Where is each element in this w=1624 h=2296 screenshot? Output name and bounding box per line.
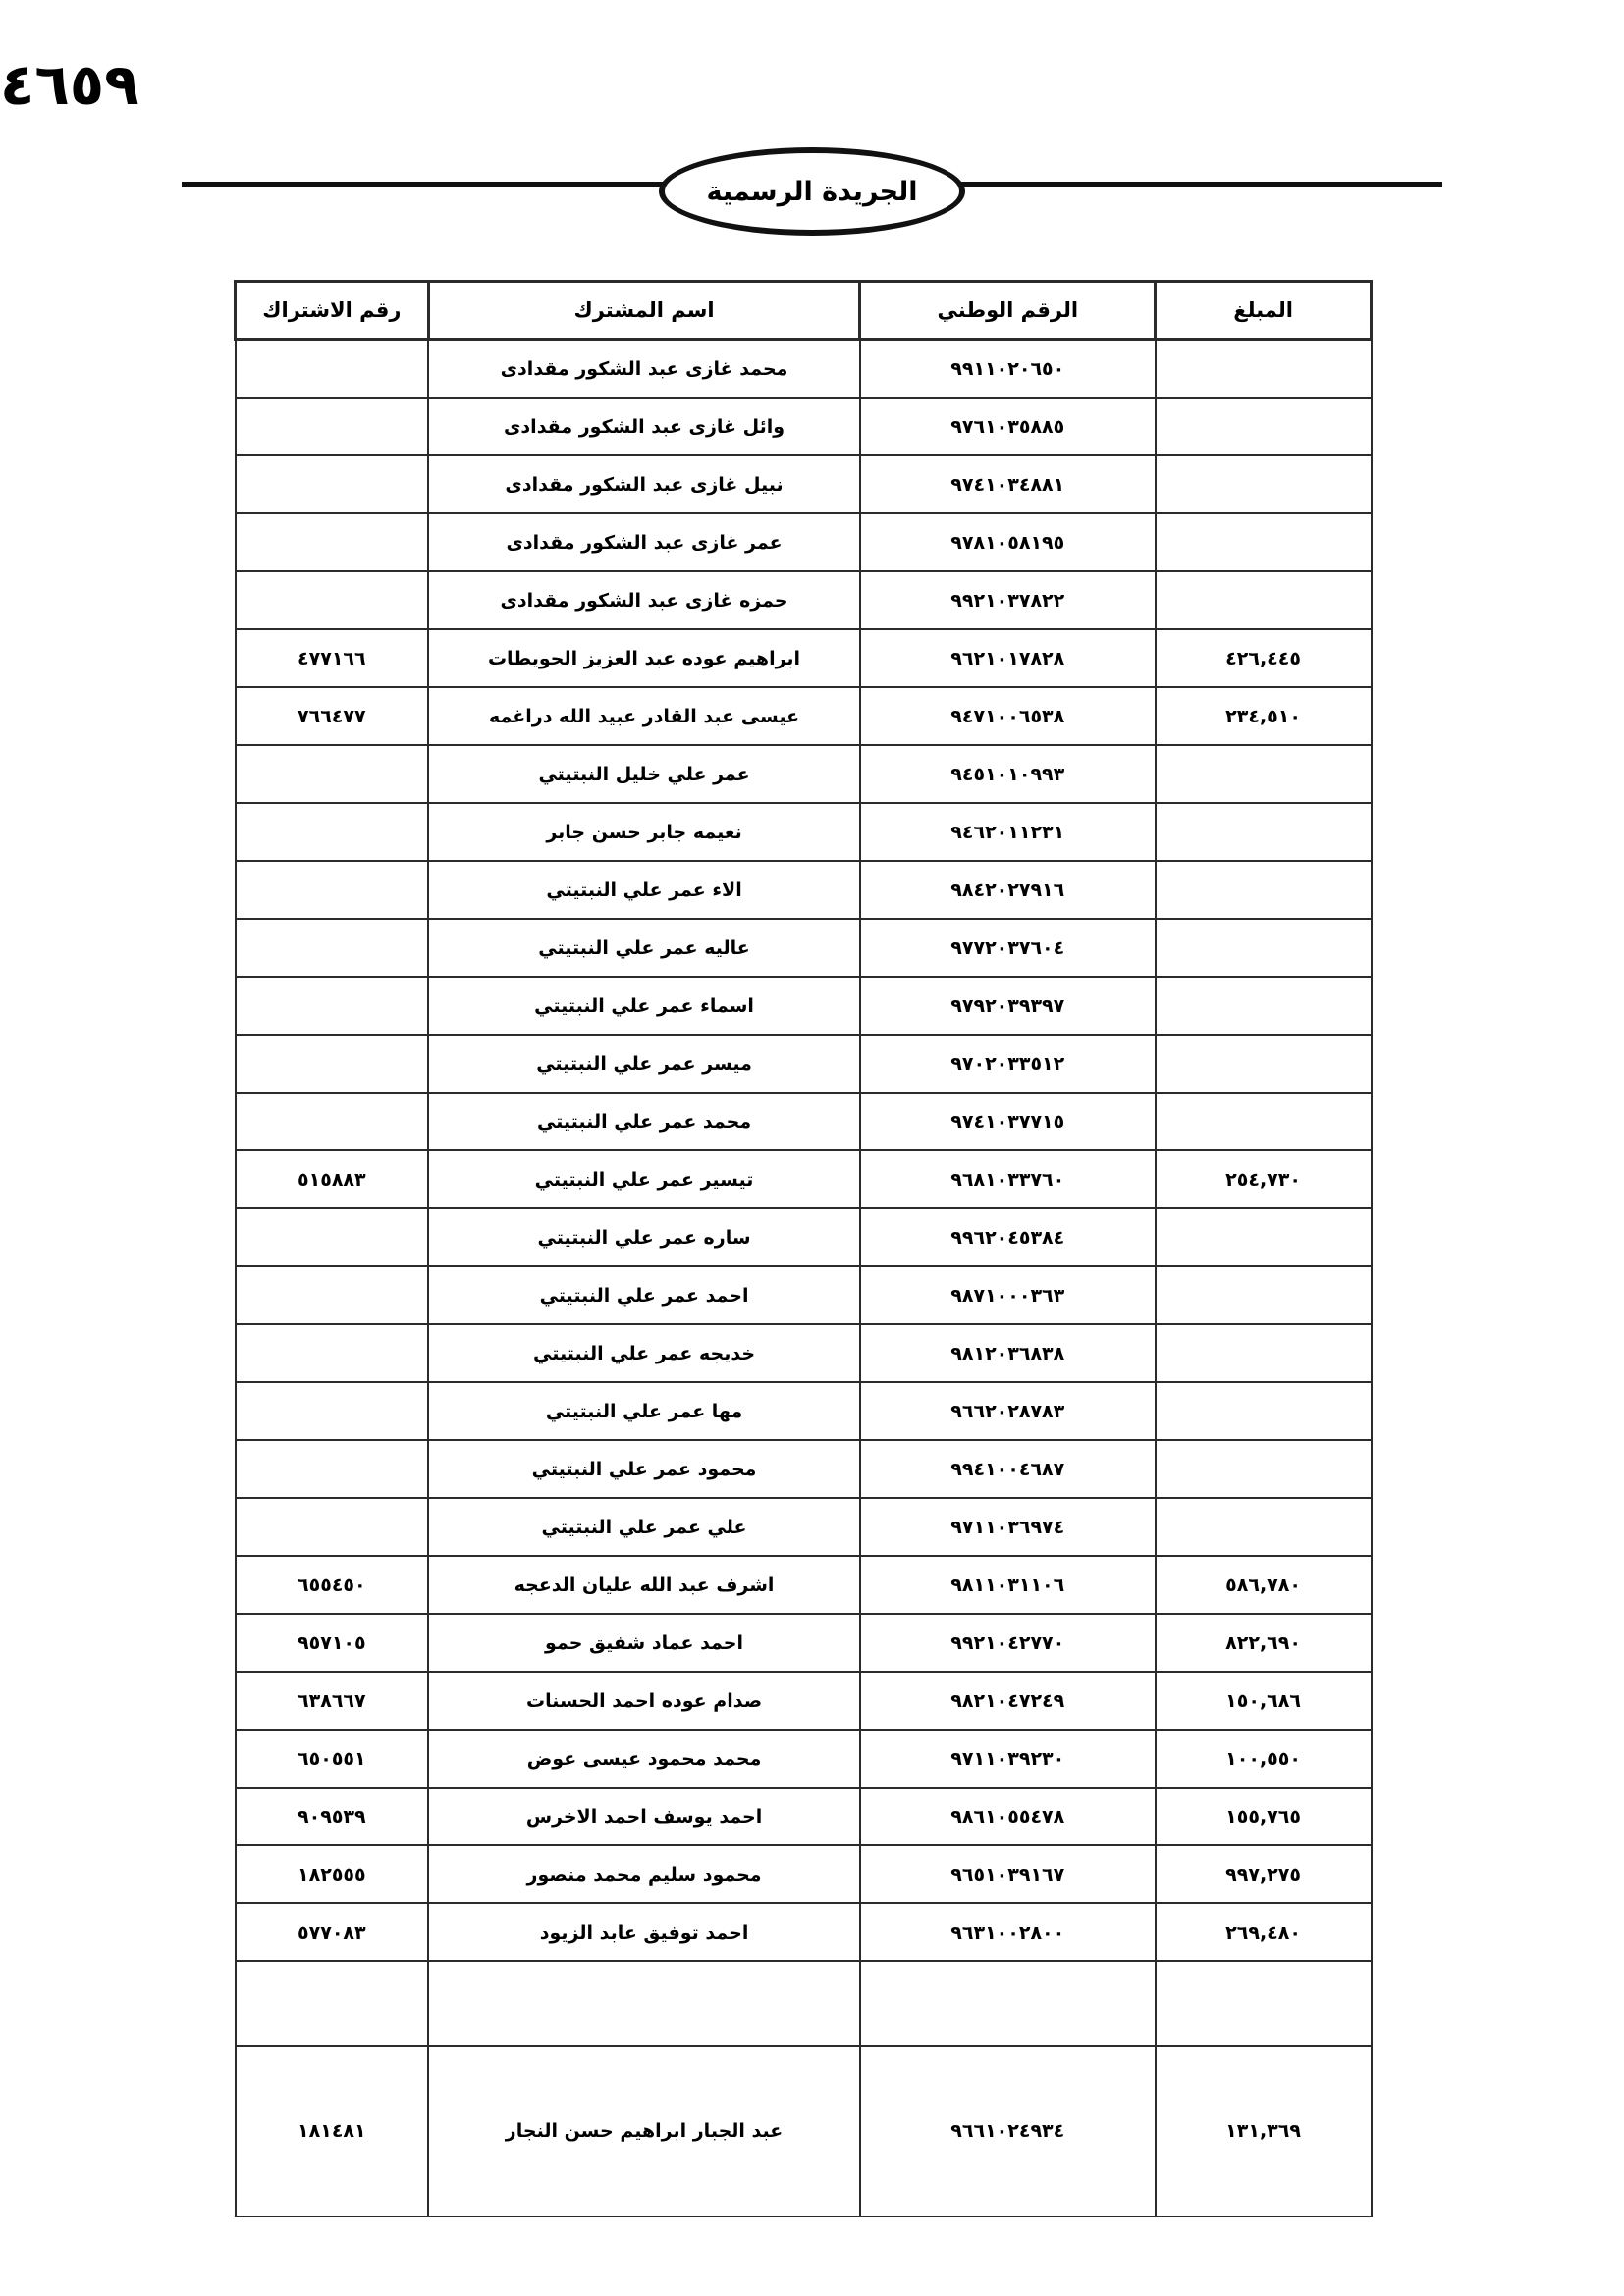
table-row	[236, 455, 1372, 513]
cell-subscriber-name: احمد توفيق عابد الزيود	[428, 1903, 860, 1961]
table-row	[236, 629, 1372, 687]
cell-subscription-no: ١٨٢٥٥٥	[236, 1845, 429, 1903]
cell-subscription-no	[236, 803, 429, 861]
cell-subscription-no	[236, 861, 429, 919]
table-row	[236, 803, 1372, 861]
cell-subscription-no: ٦٣٨٦٦٧	[236, 1672, 429, 1730]
cell-national-id: ٩٦٢١٠١٧٨٢٨	[860, 629, 1156, 687]
page-title: الجريدة الرسمية	[706, 176, 918, 207]
cell-subscription-no	[236, 340, 429, 399]
table-row	[236, 1266, 1372, 1324]
cell-national-id: ٩٩٢١٠٤٢٧٧٠	[860, 1614, 1156, 1672]
cell-amount	[1156, 1382, 1372, 1440]
cell-national-id: ٩٧١١٠٣٩٢٣٠	[860, 1730, 1156, 1788]
cell-national-id: ٩٨١٢٠٣٦٨٣٨	[860, 1324, 1156, 1382]
table-row	[236, 1961, 1372, 2046]
cell-subscriber-name: حمزه غازى عبد الشكور مقدادى	[428, 571, 860, 629]
table-row	[236, 1324, 1372, 1382]
cell-subscription-no	[236, 1961, 429, 2046]
table-row	[236, 340, 1372, 399]
cell-subscriber-name: ساره عمر علي النبتيتي	[428, 1208, 860, 1266]
table-row	[236, 861, 1372, 919]
page-number: ٤٦٥٩	[0, 51, 139, 118]
cell-national-id: ٩٨١١٠٣١١٠٦	[860, 1556, 1156, 1614]
cell-subscription-no: ٥١٥٨٨٣	[236, 1150, 429, 1208]
cell-subscription-no: ٤٧٧١٦٦	[236, 629, 429, 687]
cell-amount: ١٥٥,٧٦٥	[1156, 1788, 1372, 1845]
cell-national-id: ٩٦٦١٠٢٤٩٣٤	[860, 2046, 1156, 2216]
cell-subscription-no: ١٨١٤٨١	[236, 2046, 429, 2216]
cell-national-id: ٩٦٨١٠٣٣٧٦٠	[860, 1150, 1156, 1208]
cell-subscriber-name: محمد عمر علي النبتيتي	[428, 1093, 860, 1150]
table-row	[236, 1672, 1372, 1730]
cell-subscription-no	[236, 571, 429, 629]
cell-amount: ٩٩٧,٢٧٥	[1156, 1845, 1372, 1903]
table-row	[236, 1035, 1372, 1093]
cell-subscriber-name: عبد الجبار ابراهيم حسن النجار	[428, 2046, 860, 2216]
cell-subscriber-name: نبيل غازى عبد الشكور مقدادى	[428, 455, 860, 513]
cell-national-id: ٩٨٦١٠٥٥٤٧٨	[860, 1788, 1156, 1845]
cell-subscription-no: ٩٥٧١٠٥	[236, 1614, 429, 1672]
table-body	[236, 340, 1372, 2217]
table-row	[236, 571, 1372, 629]
cell-subscription-no	[236, 398, 429, 455]
cell-subscriber-name	[428, 1961, 860, 2046]
table-row	[236, 1440, 1372, 1498]
table-row	[236, 1093, 1372, 1150]
table-row	[236, 919, 1372, 977]
table-row	[236, 1208, 1372, 1266]
cell-amount: ٢٥٤,٧٣٠	[1156, 1150, 1372, 1208]
cell-amount: ١٣١,٣٦٩	[1156, 2046, 1372, 2216]
table-row	[236, 745, 1372, 803]
cell-subscriber-name: اشرف عبد الله عليان الدعجه	[428, 1556, 860, 1614]
cell-subscription-no	[236, 1208, 429, 1266]
cell-subscription-no	[236, 1093, 429, 1150]
cell-amount	[1156, 1498, 1372, 1556]
cell-subscription-no	[236, 977, 429, 1035]
cell-national-id: ٩٦٣١٠٠٢٨٠٠	[860, 1903, 1156, 1961]
table-row	[236, 513, 1372, 571]
cell-amount	[1156, 1961, 1372, 2046]
cell-national-id: ٩٨٧١٠٠٠٣٦٣	[860, 1266, 1156, 1324]
cell-subscription-no	[236, 1498, 429, 1556]
table-row	[236, 1382, 1372, 1440]
cell-subscriber-name: وائل غازى عبد الشكور مقدادى	[428, 398, 860, 455]
cell-subscription-no	[236, 1440, 429, 1498]
cell-amount	[1156, 1266, 1372, 1324]
cell-amount: ٢٣٤,٥١٠	[1156, 687, 1372, 745]
cell-subscriber-name: عمر غازى عبد الشكور مقدادى	[428, 513, 860, 571]
table-row	[236, 1788, 1372, 1845]
cell-subscription-no: ٦٥٥٤٥٠	[236, 1556, 429, 1614]
cell-national-id: ٩٧٦١٠٣٥٨٨٥	[860, 398, 1156, 455]
cell-subscriber-name: علي عمر علي النبتيتي	[428, 1498, 860, 1556]
cell-national-id: ٩٧٠٢٠٣٣٥١٢	[860, 1035, 1156, 1093]
cell-subscription-no	[236, 455, 429, 513]
cell-subscriber-name: تيسير عمر علي النبتيتي	[428, 1150, 860, 1208]
cell-national-id: ٩٩٦٢٠٤٥٣٨٤	[860, 1208, 1156, 1266]
cell-subscriber-name: اسماء عمر علي النبتيتي	[428, 977, 860, 1035]
cell-subscription-no	[236, 1035, 429, 1093]
cell-amount	[1156, 1208, 1372, 1266]
cell-amount	[1156, 1093, 1372, 1150]
cell-subscription-no	[236, 919, 429, 977]
cell-subscription-no: ٦٥٠٥٥١	[236, 1730, 429, 1788]
cell-national-id: ٩٦٥١٠٣٩١٦٧	[860, 1845, 1156, 1903]
cell-amount: ١٥٠,٦٨٦	[1156, 1672, 1372, 1730]
cell-subscription-no	[236, 1382, 429, 1440]
table-row	[236, 2046, 1372, 2216]
column-header-national-id: الرقم الوطني	[860, 282, 1156, 340]
cell-amount	[1156, 745, 1372, 803]
subscribers-table-container	[234, 280, 1373, 2217]
cell-national-id: ٩٤٥١٠١٠٩٩٣	[860, 745, 1156, 803]
gazette-title-badge	[659, 147, 965, 236]
cell-subscriber-name: محمد محمود عيسى عوض	[428, 1730, 860, 1788]
cell-subscription-no	[236, 1324, 429, 1382]
cell-amount	[1156, 861, 1372, 919]
cell-subscription-no	[236, 745, 429, 803]
table-row	[236, 1903, 1372, 1961]
cell-national-id	[860, 1961, 1156, 2046]
cell-amount: ٢٦٩,٤٨٠	[1156, 1903, 1372, 1961]
cell-subscriber-name: مها عمر علي النبتيتي	[428, 1382, 860, 1440]
cell-subscriber-name: احمد عمر علي النبتيتي	[428, 1266, 860, 1324]
cell-subscriber-name: عاليه عمر علي النبتيتي	[428, 919, 860, 977]
cell-national-id: ٩٤٧١٠٠٦٥٣٨	[860, 687, 1156, 745]
table-row	[236, 398, 1372, 455]
cell-national-id: ٩٧٨١٠٥٨١٩٥	[860, 513, 1156, 571]
cell-subscription-no: ٧٦٦٤٧٧	[236, 687, 429, 745]
subscribers-table	[234, 280, 1373, 2217]
cell-national-id: ٩٨٢١٠٤٧٢٤٩	[860, 1672, 1156, 1730]
cell-subscriber-name: ميسر عمر علي النبتيتي	[428, 1035, 860, 1093]
cell-amount: ٨٢٢,٦٩٠	[1156, 1614, 1372, 1672]
cell-national-id: ٩٩٢١٠٣٧٨٢٢	[860, 571, 1156, 629]
cell-subscriber-name: ابراهيم عوده عبد العزيز الحويطات	[428, 629, 860, 687]
cell-amount	[1156, 977, 1372, 1035]
cell-subscriber-name: الاء عمر علي النبتيتي	[428, 861, 860, 919]
table-row	[236, 1498, 1372, 1556]
cell-national-id: ٩٧٤١٠٣٤٨٨١	[860, 455, 1156, 513]
table-header	[236, 282, 1372, 340]
cell-subscription-no: ٩٠٩٥٣٩	[236, 1788, 429, 1845]
cell-subscription-no	[236, 513, 429, 571]
table-row	[236, 1556, 1372, 1614]
cell-national-id: ٩٧١١٠٣٦٩٧٤	[860, 1498, 1156, 1556]
cell-national-id: ٩٤٦٢٠١١٢٣١	[860, 803, 1156, 861]
column-header-subscriber-name: اسم المشترك	[428, 282, 860, 340]
cell-national-id: ٩٨٤٢٠٢٧٩١٦	[860, 861, 1156, 919]
cell-national-id: ٩٦٦٢٠٢٨٧٨٣	[860, 1382, 1156, 1440]
cell-amount	[1156, 803, 1372, 861]
cell-subscriber-name: محمود سليم محمد منصور	[428, 1845, 860, 1903]
table-row	[236, 1150, 1372, 1208]
cell-amount	[1156, 919, 1372, 977]
cell-amount	[1156, 1440, 1372, 1498]
cell-national-id: ٩٧٤١٠٣٧٧١٥	[860, 1093, 1156, 1150]
cell-amount	[1156, 340, 1372, 399]
table-row	[236, 687, 1372, 745]
column-header-subscription-no: رقم الاشتراك	[236, 282, 429, 340]
cell-subscriber-name: خديجه عمر علي النبتيتي	[428, 1324, 860, 1382]
cell-amount: ١٠٠,٥٥٠	[1156, 1730, 1372, 1788]
cell-amount	[1156, 1324, 1372, 1382]
cell-amount	[1156, 513, 1372, 571]
table-row	[236, 1614, 1372, 1672]
cell-national-id: ٩٩١١٠٢٠٦٥٠	[860, 340, 1156, 399]
cell-amount	[1156, 455, 1372, 513]
column-header-amount: المبلغ	[1156, 282, 1372, 340]
table-row	[236, 977, 1372, 1035]
cell-national-id: ٩٧٩٢٠٣٩٣٩٧	[860, 977, 1156, 1035]
cell-amount	[1156, 1035, 1372, 1093]
cell-subscriber-name: صدام عوده احمد الحسنات	[428, 1672, 860, 1730]
cell-amount: ٤٢٦,٤٤٥	[1156, 629, 1372, 687]
table-header-row	[236, 282, 1372, 340]
table-row	[236, 1730, 1372, 1788]
cell-amount: ٥٨٦,٧٨٠	[1156, 1556, 1372, 1614]
cell-national-id: ٩٧٧٢٠٣٧٦٠٤	[860, 919, 1156, 977]
cell-national-id: ٩٩٤١٠٠٤٦٨٧	[860, 1440, 1156, 1498]
cell-subscriber-name: احمد يوسف احمد الاخرس	[428, 1788, 860, 1845]
cell-subscriber-name: عيسى عبد القادر عبيد الله دراغمه	[428, 687, 860, 745]
cell-amount	[1156, 571, 1372, 629]
table-row	[236, 1845, 1372, 1903]
cell-subscriber-name: نعيمه جابر حسن جابر	[428, 803, 860, 861]
cell-subscription-no	[236, 1266, 429, 1324]
cell-subscriber-name: احمد عماد شفيق حمو	[428, 1614, 860, 1672]
cell-subscriber-name: محمد غازى عبد الشكور مقدادى	[428, 340, 860, 399]
cell-subscription-no: ٥٧٧٠٨٣	[236, 1903, 429, 1961]
cell-subscriber-name: عمر علي خليل النبتيتي	[428, 745, 860, 803]
cell-subscriber-name: محمود عمر علي النبتيتي	[428, 1440, 860, 1498]
cell-amount	[1156, 398, 1372, 455]
